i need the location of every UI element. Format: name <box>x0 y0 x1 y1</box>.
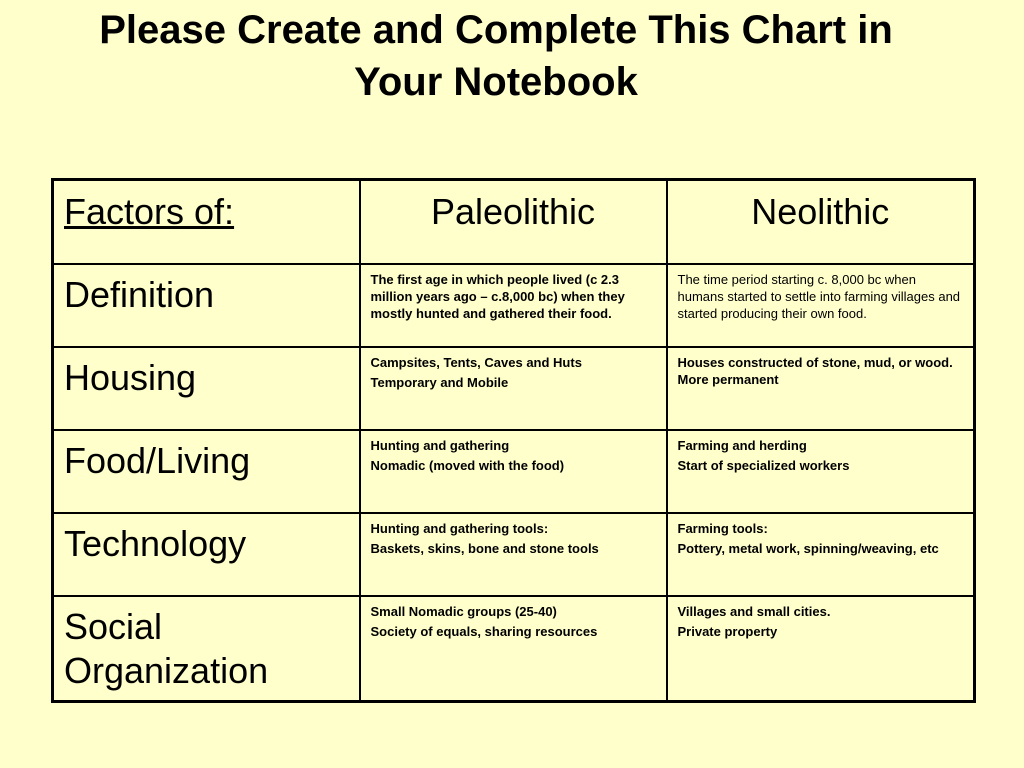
cell-text: Temporary and Mobile <box>370 374 509 390</box>
cell-text: Pottery, metal work, spinning/weaving, etc <box>677 540 939 556</box>
header-paleolithic: Paleolithic <box>360 180 667 264</box>
row-label-definition: Definition <box>53 264 360 347</box>
neolithic-housing-cell <box>667 347 975 430</box>
page-title-line-1: Please Create and Complete This Chart in <box>99 8 893 52</box>
row-label-technology: Technology <box>53 513 360 596</box>
cell-text: Hunting and gathering <box>370 437 510 453</box>
cell-text: Houses constructed of stone, mud, or wood. More permanent <box>677 354 953 387</box>
cell-text: Start of specialized workers <box>677 457 850 473</box>
table-header-row <box>53 180 975 264</box>
page-title-line-2: Your Notebook <box>354 60 638 104</box>
cell-text: Farming and herding <box>677 437 807 453</box>
paleolithic-food-living-cell <box>360 430 667 513</box>
neolithic-technology-cell <box>667 513 975 596</box>
neolithic-definition-cell <box>667 264 975 347</box>
row-label-social-organization <box>53 596 360 702</box>
table-row-food-living <box>53 430 975 513</box>
comparison-table <box>51 178 976 703</box>
cell-text: The time period starting c. 8,000 bc when humans started to settle into farming villages and started producing their own food. <box>677 271 961 321</box>
row-label-food-living: Food/Living <box>53 430 360 513</box>
cell-text: Small Nomadic groups (25-40) <box>370 603 557 619</box>
cell-text: Farming tools: <box>677 520 768 536</box>
row-label-housing: Housing <box>53 347 360 430</box>
cell-text: Campsites, Tents, Caves and Huts <box>370 354 582 370</box>
paleolithic-social-organization-cell <box>360 596 667 702</box>
cell-text: Private property <box>677 623 778 639</box>
table-row-definition <box>53 264 975 347</box>
cell-text: Nomadic (moved with the food) <box>370 457 565 473</box>
header-neolithic: Neolithic <box>667 180 975 264</box>
paleolithic-technology-cell <box>360 513 667 596</box>
cell-text: Baskets, skins, bone and stone tools <box>370 540 599 556</box>
cell-text: Hunting and gathering tools: <box>370 520 549 536</box>
table-row-housing <box>53 347 975 430</box>
cell-text: Villages and small cities. <box>677 603 831 619</box>
paleolithic-definition-cell <box>360 264 667 347</box>
page-title <box>0 4 992 108</box>
row-label-line-2: Organization <box>64 649 269 691</box>
table-row-social-organization <box>53 596 975 702</box>
neolithic-food-living-cell <box>667 430 975 513</box>
neolithic-social-organization-cell <box>667 596 975 702</box>
paleolithic-housing-cell <box>360 347 667 430</box>
cell-text: Society of equals, sharing resources <box>370 623 598 639</box>
header-factors-of: Factors of: <box>53 180 360 264</box>
table-row-technology <box>53 513 975 596</box>
cell-text: The first age in which people lived (c 2.3 million years ago – c.8,000 bc) when they mostly hunted and gathered their food. <box>370 271 625 321</box>
row-label-line-1: Social <box>64 605 163 647</box>
